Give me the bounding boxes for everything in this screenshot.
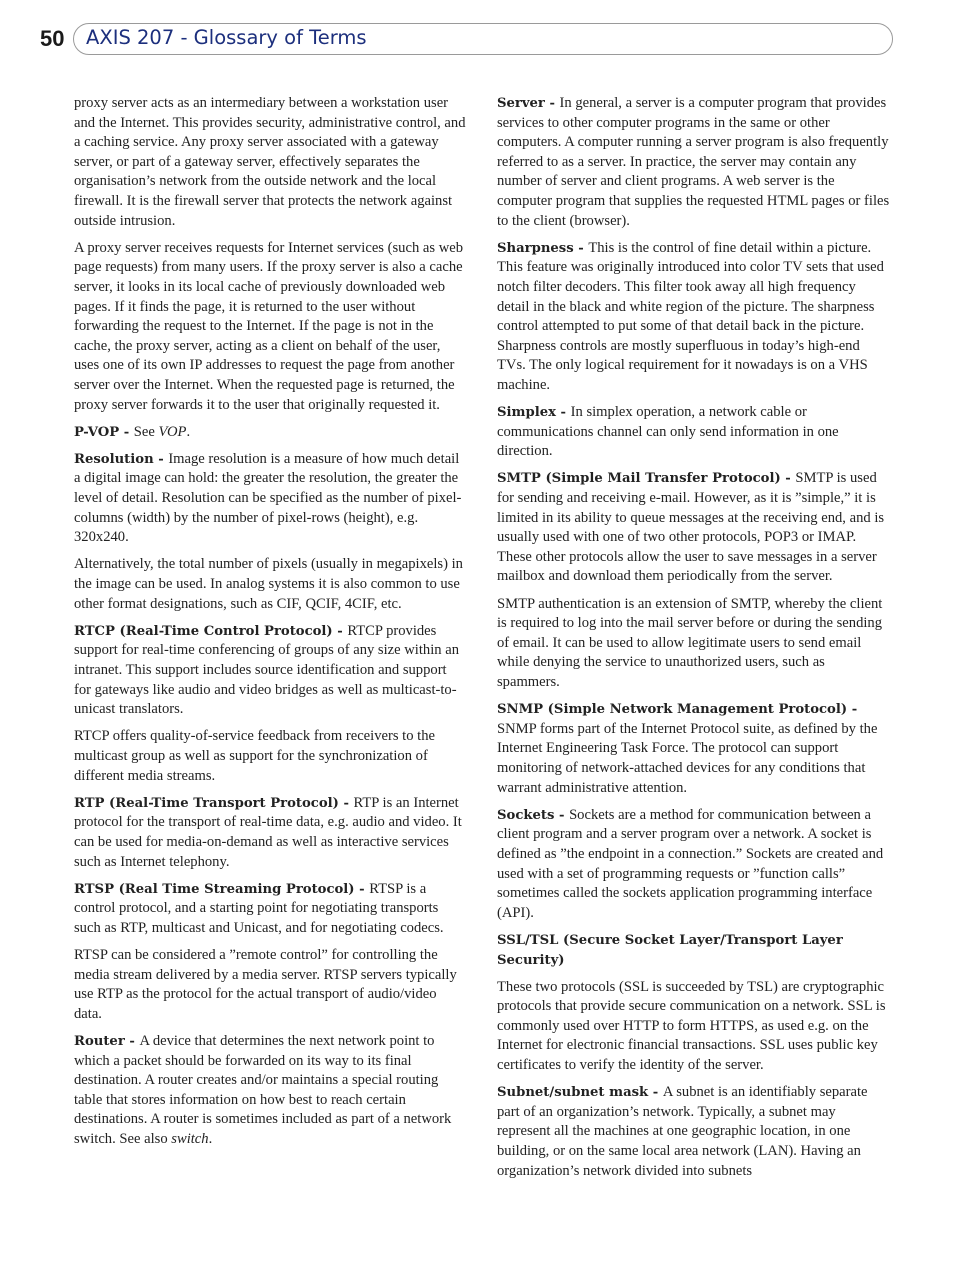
- glossary-entry-resolution: [74, 450, 467, 548]
- glossary-definition: In simplex operation, a network cable or communications channel can only send information in one direction.: [497, 404, 839, 460]
- glossary-term: RTCP (Real-Time Control Protocol) -: [74, 623, 348, 639]
- glossary-entry-rtcp: [74, 622, 467, 720]
- punctuation: .: [208, 1131, 213, 1148]
- punctuation: .: [186, 423, 191, 440]
- glossary-definition: See: [133, 423, 159, 440]
- glossary-definition: In general, a server is a computer program that provides services to other computer programs in the same or other computers. A computer running a server program is also frequently referred to as a server. In practice, the server may contain any number of server and client programs. A web server is the computer program that supplies the requested HTML pages or files to the client (browser).: [497, 95, 890, 229]
- glossary-heading-ssl: SSL/TSL (Secure Socket Layer/Transport Layer Security): [497, 932, 843, 968]
- glossary-term: RTSP (Real Time Streaming Protocol) -: [74, 881, 370, 897]
- glossary-entry-sockets: [497, 806, 890, 924]
- glossary-entry-server: [497, 94, 890, 231]
- cross-reference: VOP: [158, 423, 187, 440]
- rtsp-continued-paragraph: RTSP can be considered a ”remote control” for controlling the media stream delivered by a media server. RTSP servers typically use RTP as the protocol for the actual transport of audio/video data.: [74, 947, 457, 1022]
- glossary-entry-rtsp: [74, 880, 467, 939]
- glossary-entry-subnet: [497, 1083, 890, 1181]
- glossary-term: Subnet/subnet mask -: [497, 1085, 663, 1101]
- glossary-term: Simplex -: [497, 405, 571, 421]
- glossary-term: SMTP (Simple Mail Transfer Protocol) -: [497, 471, 796, 487]
- glossary-definition: A subnet is an identifiably separate part of an organization’s network. Typically, a subnet may represent all the machines at one geographic location, in one building, or on the same local area network (LAN). Having an organization’s network divided into subnets: [497, 1084, 868, 1179]
- page-title: AXIS 207 - Glossary of Terms: [86, 26, 367, 49]
- glossary-definition: RTP is an Internet protocol for the transport of real-time data, e.g. audio and video. It can be used for media-on-demand as well as interactive services such as Internet telephony.: [74, 794, 462, 870]
- page-number: 50: [40, 26, 65, 51]
- glossary-term: Sockets -: [497, 807, 570, 823]
- glossary-term: Router -: [74, 1034, 140, 1050]
- header-bar: [73, 23, 893, 55]
- glossary-term: RTP (Real-Time Transport Protocol) -: [74, 795, 354, 811]
- ssl-definition-paragraph: These two protocols (SSL is succeeded by TSL) are cryptographic protocols that provide secure communication on a network. SSL is commonly used over HTTP to form HTTPS, as used e.g. on the Internet for electronic financial transactions. SSL uses public key certificates to verify the identity of the server.: [497, 978, 886, 1074]
- glossary-definition: SMTP is used for sending and receiving e-mail. However, as it is ”simple,” it is limited in its ability to queue messages at the receiving end, and is usually used with one of two other protocols, POP3 or IMAP. These other protocols allow the user to save messages in a server mailbox and download them periodically from the server.: [497, 470, 885, 585]
- glossary-term: SNMP (Simple Network Management Protocol) -: [497, 702, 858, 718]
- glossary-entry-snmp: [497, 700, 890, 798]
- resolution-continued-paragraph: Alternatively, the total number of pixels (usually in megapixels) in the image can be used. In analog systems it is also common to use other format designations, such as CIF, QCIF, 4CIF, etc.: [74, 556, 463, 612]
- glossary-definition: RTSP is a control protocol, and a starting point for negotiating transports such as RTP, multicast and Unicast, and for negotiating codecs.: [74, 880, 444, 936]
- glossary-term: Server -: [497, 96, 560, 111]
- glossary-term: Resolution -: [74, 451, 169, 467]
- proxy-continued-paragraph: proxy server acts as an intermediary between a workstation user and the Internet. This provides security, administrative control, and a caching service. Any proxy server associated with a gateway server, or part of a gateway server, effectively separates the organisation’s network from the outside network and the local firewall. It is the firewall server that protects the network against outside intrusion.: [74, 95, 466, 229]
- glossary-definition: RTCP provides support for real-time conferencing of groups of any size within an intranet. This support includes source identification and support for gateways like audio and video bridges as well as multicast-to-unicast translators.: [74, 622, 459, 718]
- proxy-request-paragraph: A proxy server receives requests for Internet services (such as web page requests) from many users. If the proxy server is also a cache server, it looks in its local cache of previously downloaded web pages. If it finds the page, it is returned to the user without forwarding the request to the Internet. If the page is not in the cache, the proxy server, acting as a client on behalf of the user, uses one of its own IP addresses to request the page from another server over the Internet. When the requested page is returned, the proxy server forwards it to the user that originally requested it.: [74, 239, 464, 413]
- glossary-term: Sharpness -: [497, 240, 589, 256]
- glossary-entry-sharpness: [497, 239, 890, 396]
- glossary-definition: A device that determines the next network point to which a packet should be forwarded on its way to its final destination. A router creates and/or maintains a special routing table that stores information on how best to reach certain destinations. A router is sometimes included as part of a network switch. See also: [74, 1033, 452, 1148]
- left-column: [74, 94, 467, 1157]
- glossary-entry-pvop: [74, 423, 467, 443]
- glossary-entry-smtp: [497, 469, 890, 587]
- glossary-entry-router: [74, 1032, 467, 1150]
- smtp-continued-paragraph: SMTP authentication is an extension of SMTP, whereby the client is required to log into the mail server before or during the sending of email. It can be used to allow legitimate users to send email while denying the service to unauthorized users, such as spammers.: [497, 595, 883, 690]
- glossary-term: P-VOP -: [74, 424, 134, 440]
- glossary-definition: Image resolution is a measure of how much detail a digital image can hold: the greater the resolution, the greater the level of detail. Resolution can be specified as the number of pixel-columns (width) by the number of pixel-rows (height), e.g. 320x240.: [74, 450, 462, 546]
- glossary-definition: SNMP forms part of the Internet Protocol suite, as defined by the Internet Engineering Task Force. The protocol can support monitoring of network-attached devices for any conditions that warrant administrative attention.: [497, 720, 878, 796]
- right-column: [497, 94, 890, 1189]
- glossary-definition: Sockets are a method for communication between a client program and a server program over a network. A socket is defined as ”the endpoint in a connection.” Sockets are created and used with a set of programming requests or ”function calls” sometimes called the sockets application programming interface (API).: [497, 806, 884, 921]
- glossary-definition: This is the control of fine detail within a picture. This feature was originally introduced into color TV sets that used notch filter decoders. This filter took away all high frequency detail in the black and white region of the picture. The sharpness control attempted to put some of that detail back in the picture. Sharpness controls are mostly superfluous in today’s high-end TVs. The only logical requirement for it nowadays is on a VHS machine.: [497, 239, 884, 393]
- cross-reference: switch: [171, 1131, 209, 1148]
- glossary-entry-simplex: [497, 403, 890, 462]
- rtcp-continued-paragraph: RTCP offers quality-of-service feedback from receivers to the multicast group as well as support for the synchronization of different media streams.: [74, 728, 435, 784]
- glossary-entry-rtp: [74, 794, 467, 872]
